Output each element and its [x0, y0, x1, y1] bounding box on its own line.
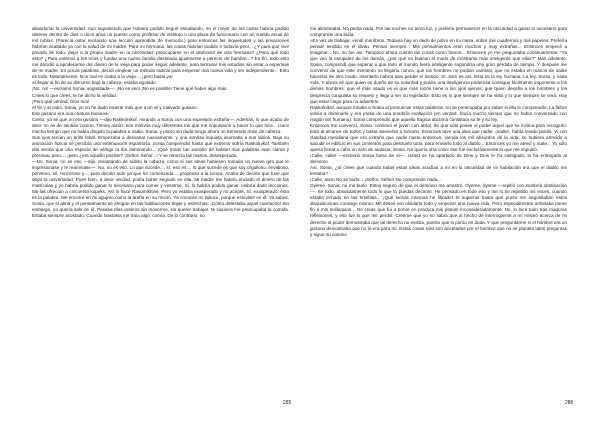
paragraph: Crees lo que crees, te he dicho la verdad. [32, 92, 118, 98]
paragraph: Sus ojos tenían un brillo febril. Empezaba a desvariar nuevamente, y una sonrisa inquieta asomaba a sus labios. Bajo su animación ficticia se percibía una extenuación espantosa. Sonia comprendió hasta qué extremo sufría Raskolnikof. También ella sentía que una especie de vértigo la iba dominando... ¡Qué modo tan extraño de hablar! Sus palabras eran claras y precisas, pero..., ¡pero ¿era aquello posible? ¡Señor, Señor...! Y se retorcía las manos, desesperada. [32, 134, 289, 158]
paragraph: Al llegar al fin de su discurso bajó la cabeza, estaba agotado. [32, 80, 157, 86]
paragraph: »En vez de trabajar, vendí mis libros. Todavía hay un dedo de polvo en mi mesa, sobre mis cuadernos y mis papeles. Prefería pensar tendido en el diván. Pensar siempre... Mis pensamientos eran muchos y muy extraños... Entonces empecé a imaginar... No, no fue así. Tampoco ahora cuento las cosas como fueron... Entonces yo me preguntaba continuamente: "Ya que veo la estupidez de los demás, ¿por qué no buscan el modo de mostrarse más inteligente que ellos?" Más adelante, Sonia, comprendí que esperar a que todo el mundo fuera inteligente supondría una gran pérdida de tiempo. Y después me convencí de que este momento no llegaría nunca, que los hombres no podían cambiar, que no estaba en manos de nadie hacerlos de otro modo. Intentarlo habría sido perder el tiempo. Sí, esto es así. Ésta es la ley humana. La ley, Sonia, y nada más. Y ahora sé que quien es dueño de su voluntad y posee una inteligencia poderosa consigue fácilmente imponerse a los demás hombres; que el más osado es el que más razón tiene a los ojos ajenos; que quien desafía a los hombres y los desprecia conquista su respeto y llega a ser su legislador. Esto es lo que siempre se ha visto y lo que siempre se verá. Hay que estar ciego para no advertirlo. [310, 38, 567, 104]
paragraph: abandonar la universidad. Aun suponiendo que hubiera podido seguir estudiando, en el mejor de los casos habría podido obtener dentro de diez o doce años un puesto como profesor de instituto o una plaza de funcionario con un sueldo anual de mil rublos. (Parecía estar recitando una lección aprendida de memoria.) para entonces las inquietudes y las privaciones habrían acabado ya con la salud de mi madre. Para mi hermana, las cosas habrían podido ir todavía peor... ¿Y para qué vivir privado de todo, dejar a la propia madre en la necesidad, preocuparse en el deshonor de una hermana? ¿Para qué todo esto? ¿Para enterrar a los míos y fundar una nueva familia destinada igualmente a perecer de hambre...? En fin, todo esto me decidió a apoderarme del dinero de la vieja para poder seguir adelante, para terminar mis estudios sin estar a expensas de mi madre. En pocas palabras, decidí emplear un método radical para empezar una nueva vida y ser independiente... Esto es todo. Naturalmente, hice mal en matar a la vieja..., ¡pero basta ya! [32, 26, 289, 80]
left-page-text [32, 26, 289, 220]
paragraph: Entonces me convencí, Sonia, continuó el joven con ardor, de que sólo posee el poder aquel que se inclina para recogerlo. Está al alcance de todos y basta atreverse a tomarlo. Entonces tuve una idea que nadie, ¡nadie!, había tenido jamás. Vi con claridad meridiana que era extraño que nadie hasta entonces, viendo los mil absurdos de la vida, se hubiera atrevido a sacudir el edificio en sus cimientos para destruirlo todo, para enviarlo todo al diablo... Entonces yo me atreví y maté... Yo sólo quería llevar a cabo un acto de audacia, Sonia. No quería otra cosa: ése fue exclusivamente lo que me impulsó. [310, 122, 567, 152]
paragraph: Raskolnikof, aunque miraba a Sonia al pronunciar estas palabras, no se preocupaba por saber si ella le comprendía. La fiebre volvía a dominarle y era presa de una sombría exaltación (en verdad, hacía mucho tiempo que no había conversado con ningún ser humano). Sonia comprendió que aquella trágica doctrina constituía su fe y su ley. [310, 104, 567, 122]
paragraph: ¡No, no! —exclamó Sonia, angustiada—. ¡No es eso! ¡No es posible! Tiene que haber algo más. [32, 86, 228, 92]
paragraph: ¡Pero qué verdad, Dios mío! [32, 98, 90, 104]
paragraph: ¡Calle, ateo! No se burle... ¡Señor, Señor! No comprende nada... [310, 177, 441, 183]
paragraph: Oyeme, Sonia; no me burlo. Estoy seguro de que el demonio me arrastró. Óyeme, óyeme —repitió con sombría obstinación—. Sé todo, absolutamente todo lo que tú puedas decirme. He pensado en todo eso y me lo he repetido mil veces, cuando estaba echado en las tinieblas... ¡Qué luchas internas he librado! Si supieras hasta qué punto me angustiaban estos disquisiciones conmigo mismo. Mil deseé era olvidarlo todo y empezar una nueva vida. Pero especialmente anhelaba poner fin a mis soliloquios... No creas que fui a poner en práctica mis planes inconsideradamente. No, lo hice todo tras maduras reflexiones, y eso fue lo que me perdió. Créeme que yo no sabía que al hecho de interrogarme a mí mismo acerca de mi derecho al poder demostraba que tal derecho no existía, puesto que lo ponía en duda. Y que preguntarme si el hombre era un gusano demostraba que no lo era para mí. Estas cosas sólo son aceptadas por el hombre que no se plantea tales preguntas y sigue su camino [310, 183, 567, 237]
left-page [32, 26, 289, 396]
paragraph: ¡Calle, calle! —exclamó Sonia fuera de sí—. Usted se ha apartado de Dios y Dios le ha castigado, lo ha entregado al demonio. [310, 152, 567, 165]
right-page-text [310, 26, 567, 238]
left-page-number: 285 [283, 400, 292, 406]
paragraph: Ese gusano era una criatura humana. [32, 110, 109, 116]
paragraph: Cierto, ya sé que no era gusano —dijo Raskolnikof, mirando a Sonia con una expresión extraña—. Además, lo que acabo de decir no es de sentido común. Tienes razón: son motivos muy diferentes los que me impulsaron a hacer lo que hice... Hace mucho tiempo que no había dirigido la palabra a nadie, Sonia, y porso sin duda tengo ahora un tremendo dolor de cabeza. [32, 116, 289, 134]
paragraph: Así, Sonia, ¿tú crees que cuando todas estas ideas acudían a mí en la oscuridad de mi habitación era que el diablo me tentaba? [310, 165, 567, 177]
right-page-number: 286 [565, 400, 574, 406]
paragraph: Al fin y al cabo, Sonia, yo no he dado muerte más que a un vil y malvado gusano. [32, 104, 198, 110]
right-page [310, 26, 567, 396]
paragraph: me alimentaba. No pedía nada. Por las noches no tenía luz, y prefería permanecer en la oscuridad a ganar lo necesario para comprarme una bujía. [310, 26, 567, 38]
paragraph: —No, Sonia, no es eso —dijo, levantando de súbito la cabeza, como si sus ideas hubiesen tomado un nuevo giro que le impresionase y le reanimase—. No, no es eso. Lo que sucede..., sí, eso es..., lo que sucede es que soy orgulloso, envidioso, perverso, vil, rencoroso y..., para decirlo todo ya que he comenzado..., propenso a la locura. Acabo de decirte que tuve que dejar la universidad. Pues bien, a decir verdad, podía haber seguido en ella. Mi madre me habría enviado el dinero de las matrículas y yo habría podido ganar lo necesario para comer y vestirme. Sí, lo habría podido ganar. Habría dado lecciones. Me las ofrecían a cincuenta kopeks. Así lo hace Rasumikhine. Pero yo estaba exasperado y no acepté. Sí, exasperado: ésta es la palabra. Me encerré en mi agujero como la araña en su rincón. Ya conoces mi tabuco, porque estuviste en él. Ya sabes, Sonia, que el alma y el pensamiento se ahogan en las habitaciones bajas y estrechas. ¡Cómo detestaba aquel cuartucho! Sin embargo, no quería salir de él. Pasaba días enteros sin moverme, sin querer trabajar. Ni siquiera me preocupaba la comida. Estaba siempre acostado. Cuando Nastasia me traía algo, comía. De lo contrario, no [32, 159, 289, 219]
